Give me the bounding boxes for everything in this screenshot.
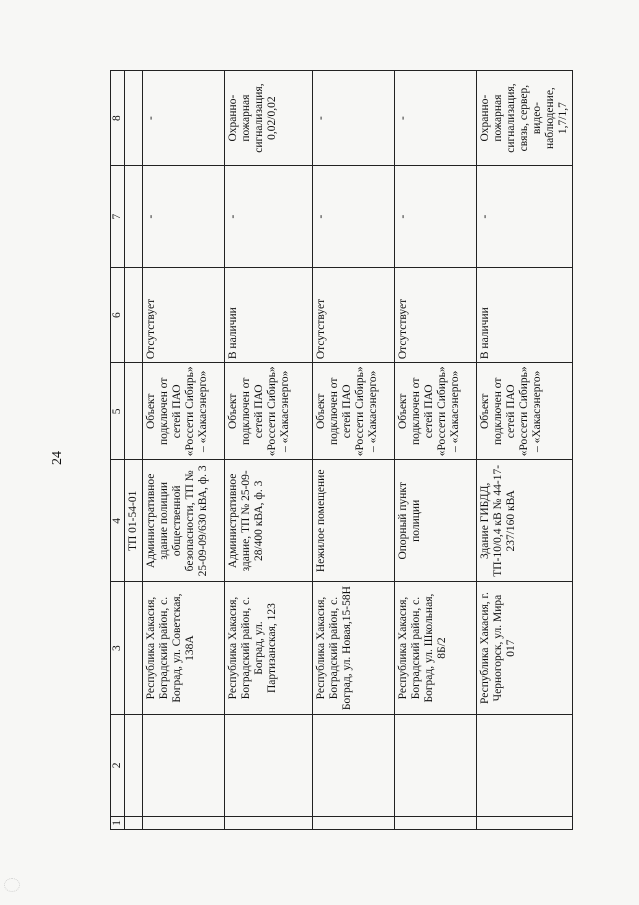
cell-connection: Объект подключен от сетей ПАО «Россети Сибирь» – «Хакасэнерго» — [477, 363, 573, 460]
cell-col7: - — [313, 166, 395, 268]
cell-address: Республика Хакасия, Боградский район, с. Боград, ул. Советская, 138А — [143, 582, 225, 715]
cell-col7: - — [477, 166, 573, 268]
cell-empty — [313, 714, 395, 816]
cell-object: Нежилое помещение — [313, 460, 395, 582]
cell-substation: ТП 01-54-01 — [125, 460, 143, 582]
cell-availability: Отсутствует — [143, 267, 225, 362]
cell-availability: В наличии — [225, 267, 313, 362]
header-col-6: 6 — [111, 267, 125, 362]
cell-connection: Объект подключен от сетей ПАО «Россети Сибирь» – «Хакасэнерго» — [395, 363, 477, 460]
header-col-7: 7 — [111, 166, 125, 268]
cell-empty — [125, 71, 143, 166]
cell-col8: Охранно-пожарная сигнализация, связь, сервер, видео-наблюдение, 1,7/1,7 — [477, 71, 573, 166]
cell-empty — [225, 714, 313, 816]
cell-object: Опорный пункт полиции — [395, 460, 477, 582]
rotated-table-wrapper — [110, 70, 570, 830]
cell-col8: - — [395, 71, 477, 166]
cell-col8: - — [313, 71, 395, 166]
cell-col7: - — [395, 166, 477, 268]
cell-empty — [125, 363, 143, 460]
cell-col7: - — [225, 166, 313, 268]
cell-empty — [143, 816, 225, 829]
cell-empty — [313, 816, 395, 829]
cell-availability: Отсутствует — [395, 267, 477, 362]
cell-empty — [477, 816, 573, 829]
cell-address: Республика Хакасия, г. Черногорск, ул. Мира 017 — [477, 582, 573, 715]
cell-empty — [125, 714, 143, 816]
cell-empty — [477, 714, 573, 816]
cell-connection: Объект подключен от сетей ПАО «Россети Сибирь» – «Хакасэнерго» — [143, 363, 225, 460]
page-number: 24 — [50, 451, 65, 465]
header-col-8: 8 — [111, 71, 125, 166]
cell-availability: Отсутствует — [313, 267, 395, 362]
cell-object: Административное здание, ТП № 25-09-28/400 кВА, ф. 3 — [225, 460, 313, 582]
table-row — [143, 71, 225, 830]
cell-col8: - — [143, 71, 225, 166]
data-table — [110, 70, 573, 830]
header-col-1: 1 — [111, 816, 125, 829]
cell-empty — [125, 816, 143, 829]
table-row — [395, 71, 477, 830]
cell-empty — [125, 166, 143, 268]
header-col-5: 5 — [111, 363, 125, 460]
cell-empty — [395, 714, 477, 816]
header-row — [111, 71, 125, 830]
scan-mark — [4, 878, 20, 892]
cell-col8: Охранно-пожарная сигнализация, 0,02/0,02 — [225, 71, 313, 166]
cell-availability: В наличии — [477, 267, 573, 362]
cell-object: Здание ГИБДД, ТП-10/0,4 кВ № 44-17-237/160 кВА — [477, 460, 573, 582]
table-row-continuation — [125, 71, 143, 830]
cell-empty — [225, 816, 313, 829]
cell-object: Административное здание полиции общественной безопасности, ТП № 25-09-09/630 кВА, ф. 3 — [143, 460, 225, 582]
header-col-3: 3 — [111, 582, 125, 715]
cell-empty — [125, 267, 143, 362]
header-col-4: 4 — [111, 460, 125, 582]
cell-empty — [143, 714, 225, 816]
cell-col7: - — [143, 166, 225, 268]
cell-connection: Объект подключен от сетей ПАО «Россети Сибирь» – «Хакасэнерго» — [225, 363, 313, 460]
table-row — [225, 71, 313, 830]
cell-address: Республика Хакасия, Боградский район, с. Боград, ул. Новая,15-58Н — [313, 582, 395, 715]
cell-address: Республика Хакасия, Боградский район, с. Боград, ул. Партизанская, 123 — [225, 582, 313, 715]
cell-empty — [395, 816, 477, 829]
cell-connection: Объект подключен от сетей ПАО «Россети Сибирь» – «Хакасэнерго» — [313, 363, 395, 460]
table-row — [313, 71, 395, 830]
cell-address: Республика Хакасия, Боградский район, с. Боград, ул. Школьная, 8Б/2 — [395, 582, 477, 715]
header-col-2: 2 — [111, 714, 125, 816]
cell-empty — [125, 582, 143, 715]
table-row — [477, 71, 573, 830]
